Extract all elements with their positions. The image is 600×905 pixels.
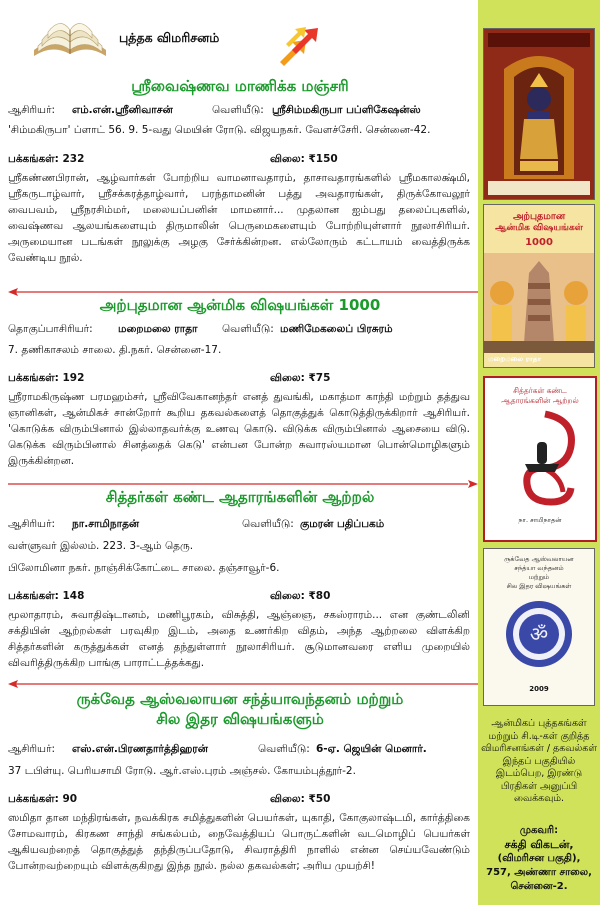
book4-description: ஸமிதா தான மந்திரங்கள், நவக்கிரக சமித்துகளின் பெயர்கள், யுகாதி, கோகுலாஷ்டமி, கார்த்திகை சோமவாரம், கிரகண சாந்தி சங்கல்பம், நைவேத்தியப் பொருட்களின் வடமொழிப் பெயர்கள் ஆகியவற்றைத் தொகுத்துத் தந்திருப்பதோடு, சிவராத்திரி நாளில் என்ன செய்யவேண்டும் போன்றவற்றையும் விளக்குகிறது இந்த நூல். நல்ல தகவல்கள்; அரிய முயற்சி! [8, 812, 470, 872]
book4-cover-line3: மற்றும் [528, 573, 550, 581]
book4-cover-line2: சந்த்யா வந்தனம் [514, 564, 564, 572]
book3-address-line1: வள்ளுவர் இல்லம். 223. 3-ஆம் தெரு. [8, 540, 194, 552]
book2-cover-line2: ஆன்மிக விஷயங்கள் [495, 223, 583, 233]
address-street: 757, அண்ணா சாலை, [486, 867, 592, 878]
book1-publisher-label: வெளியீடு: [212, 104, 264, 116]
book3-cover-author: நா. சாமிநாதன் [518, 516, 562, 524]
book3-author-label: ஆசிரியர்: [8, 518, 56, 530]
book3-author: நா.சாமிநாதன் [72, 518, 140, 530]
book3-cover-line2: ஆதாரங்களின் ஆற்றல் [501, 396, 579, 405]
book3-description: மூலாதாரம், சுவாதிஷ்டானம், மணிபூரகம், விசுத்தி, ஆஞ்ஞை, சகஸ்ராரம்... என குண்டலினி சக்தியின் ஆற்றல்கள் பரவுகிற இடம், அதை உணர்கிற விதம், அந்த ஆற்றலை விளக்கிற சித்தர்களின் கருத்துக்கள் எனத் தந்துள்ளார் நூலாசிரியர். சூடுமானவரை எளிய முறையில் விவரித்திருக்கிற பாங்கு பாராட்டத்தக்கது. [8, 609, 470, 669]
book2-cover-image [483, 204, 595, 368]
book4-cover-image [483, 548, 595, 706]
book4-title-line1: ருக்வேத ஆஸ்வலாயன சந்த்யாவந்தனம் மற்றும் [76, 690, 404, 708]
book1-cover-image [483, 28, 595, 200]
book3-price: விலை: ₹80 [270, 590, 331, 602]
address-city: சென்னை-2. [510, 881, 568, 892]
book4-pages: பக்கங்கள்: 90 [8, 793, 78, 805]
book3-address-line2: பிலோமினா நகர். நாஞ்சிக்கோட்டை சாலை. தஞ்சாவூர்-6. [8, 562, 280, 574]
separator-arrow [8, 679, 478, 689]
om-emblem-icon [504, 599, 574, 669]
book4-cover-year: 2009 [529, 685, 549, 693]
book2-cover-line1: அற்புதமான [512, 211, 566, 222]
book4-title-line2: சில இதர விஷயங்களும் [156, 710, 324, 728]
book4-cover-line4: சில இதர விஷயங்கள் [506, 582, 572, 590]
svg-text:ॐ: ॐ [529, 622, 549, 646]
book3-cover-image [483, 376, 597, 542]
book4-address: 37 டபிள்யு. பெரியசாமி ரோடு. ஆர்.எஸ்.புரம் அஞ்சல். கோயம்புத்தூர்-2. [8, 765, 356, 777]
book4-publisher: 6-ஏ. ஜெயின் மெனார். [316, 743, 427, 755]
book4-author: எஸ்.என்.பிரணதார்த்திஹரன் [72, 743, 208, 755]
book1-description: ஸ்ரீகண்ணபிரான், ஆழ்வார்கள் போற்றிய வாமனாவதாரம், தாசாவதாரங்களில் ஸ்ரீமகாலக்ஷ்மி, ஸ்ரீகருடாழ்வார், ஸ்ரீசக்கரத்தாழ்வார், பரந்தாமனின் பத்து அவதாரங்கள், திருக்கோவலூர் வைபவம், ஸ்ரீநரசிம்மர், மலையப்பனின் மாமனார்... முதலான ஐம்பது தலைப்புகளில், வைஷ்ணவ ஆலயங்களையும் திருமாலின் பெருமைகளையும் போற்றியுள்ளார் நூலாசிரியர். அருமையான படங்கள் நூலுக்கு அழகு சேர்க்கின்றன. எல்லோரும் கட்டாயம் வைத்திருக்க வேண்டிய நூல். [8, 172, 470, 264]
book1-price: விலை: ₹150 [270, 153, 338, 165]
book3-publisher-label: வெளியீடு: [242, 518, 294, 530]
address-sub: (விமரிசன பகுதி), [497, 853, 581, 864]
om-symbol-icon [485, 406, 595, 516]
book4-publisher-label: வெளியீடு: [258, 743, 310, 755]
book4-cover-line1: ருக்வேத ஆஸ்வலாயன [504, 555, 574, 563]
book2-author-label: தொகுப்பாசிரியர்: [8, 323, 93, 335]
book2-price: விலை: ₹75 [270, 372, 331, 384]
address-name: சக்தி விகடன், [504, 838, 574, 851]
book2-description: ஸ்ரீராமகிருஷ்ண பரமஹம்சர், ஸ்ரீவிவேகானந்தர் எனத் துவங்கி, மகாத்மா காந்தி மற்றும் தத்துவ ஞானிகள், ஆன்மிகச் சான்றோர் கூறிய தகவல்களைத் தொகுத்துக் கொடுத்திருக்கிறார் ஆசிரியர். 'கொடுக்க விரும்பினால் இல்லாதவர்க்கு உணவு கொடு. விடுக்க விரும்பினால் ஆசையை விடு. கெடுக்க விரும்பினால் சினத்தைக் கெடு' என்பன போன்ற சுவாரஸ்யமான பொன்மொழிகளும் இருக்கின்றன. [8, 391, 470, 467]
open-book-icon [30, 10, 110, 62]
book2-publisher-label: வெளியீடு: [222, 323, 274, 335]
book4-price: விலை: ₹50 [270, 793, 331, 805]
book2-cover-number: 1000 [525, 237, 553, 248]
book2-author: மறைமலை ராதா [118, 323, 198, 335]
book2-address: 7. தணிகாசலம் சாலை. தி.நகர். சென்னை-17. [8, 344, 222, 356]
book1-publisher: ஸ்ரீசிம்மகிருபா பப்ளிகேஷன்ஸ் [272, 104, 421, 116]
book2-pages: பக்கங்கள்: 192 [8, 372, 85, 384]
book1-pages: பக்கங்கள்: 232 [8, 153, 85, 165]
book4-author-label: ஆசிரியர்: [8, 743, 56, 755]
submission-notice: ஆன்மிகப் புத்தகங்கள் மற்றும் சி.டி-கள் குறித்த விமரிசனங்கள் / தகவல்கள் இந்தப் பகுதியில் இடம்பெற, இரண்டு பிரதிகள் அனுப்பி வைக்கவும். [481, 718, 597, 804]
book3-publisher: குமரன் பதிப்பகம் [300, 518, 385, 530]
book1-address: 'சிம்மகிருபா' ப்ளாட் 56. 9. 5-வது மெயின் ரோடு. விஜயநகர். வேளச்சேரி. சென்னை-42. [8, 124, 431, 136]
address-label: முகவரி: [519, 825, 559, 836]
book1-author-label: ஆசிரியர்: [8, 104, 56, 116]
book3-title: சித்தர்கள் கண்ட ஆதாரங்களின் ஆற்றல் [105, 488, 375, 506]
temple-picture [484, 253, 594, 353]
book1-author: எம்.என்.ஸ்ரீனிவாசன் [72, 104, 173, 116]
book2-title: அற்புதமான ஆன்மிக விஷயங்கள் 1000 [99, 296, 381, 314]
book1-title: ஸ்ரீவைஷ்ணவ மாணிக்க மஞ்சரி [131, 77, 349, 95]
book2-cover-author: மறைமலை ராதா [488, 355, 542, 363]
arrows-icon [278, 22, 324, 66]
book2-publisher: மணிமேகலைப் பிரசுரம் [280, 323, 393, 335]
section-header [0, 0, 478, 68]
book3-pages: பக்கங்கள்: 148 [8, 590, 85, 602]
book3-cover-line1: சித்தர்கள் கண்ட [513, 386, 567, 395]
section-title: புத்தக விமரிசனம் [119, 30, 220, 45]
deity-picture [484, 29, 594, 199]
